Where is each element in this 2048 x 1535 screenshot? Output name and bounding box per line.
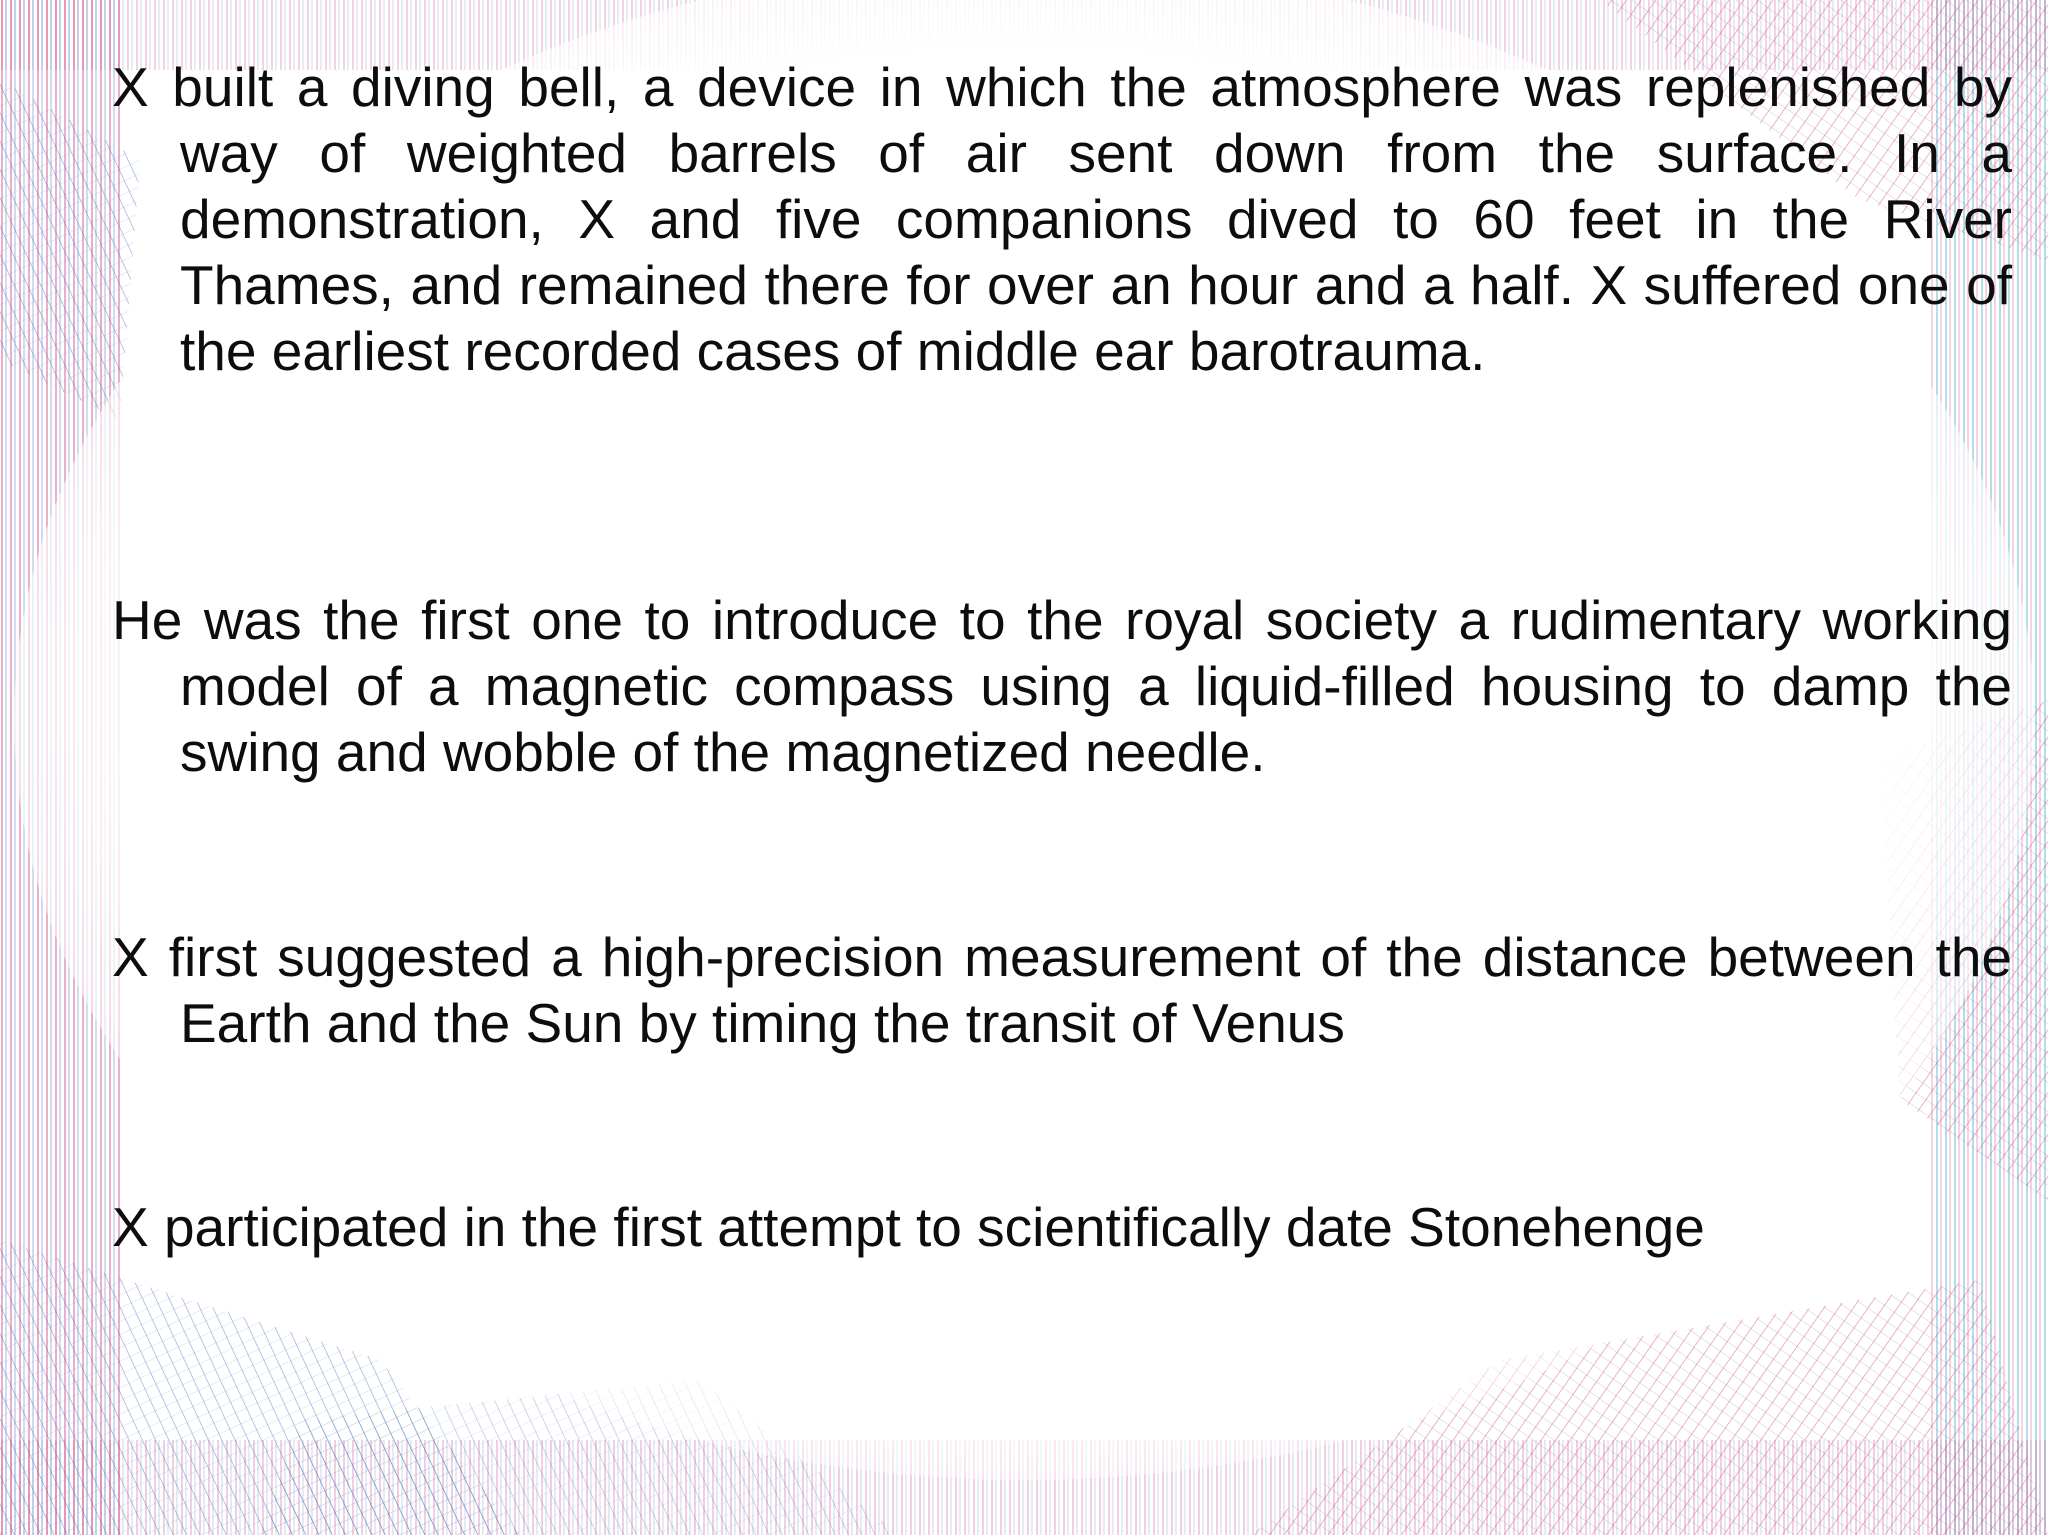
- paragraph-diving-bell: X built a diving bell, a device in which the atmosphere was replenished by way of weighted barrels of air sent down from the surface. In a demonstration, X and five companions dived to 60 feet in the River Thames, and remained there for over an hour and a half. X suffered one of the earliest recorded cases of middle ear barotrauma.: [112, 56, 2012, 382]
- paragraph-magnetic-compass: He was the first one to introduce to the royal society a rudimentary working model of a magnetic compass using a liquid-filled housing to damp the swing and wobble of the magnetized needle.: [112, 589, 2012, 783]
- paragraph-stonehenge: X participated in the first attempt to scientifically date Stonehenge: [112, 1196, 1705, 1258]
- paragraph-transit-of-venus: X first suggested a high-precision measurement of the distance between the Earth and the Sun by timing the transit of Venus: [112, 926, 2012, 1054]
